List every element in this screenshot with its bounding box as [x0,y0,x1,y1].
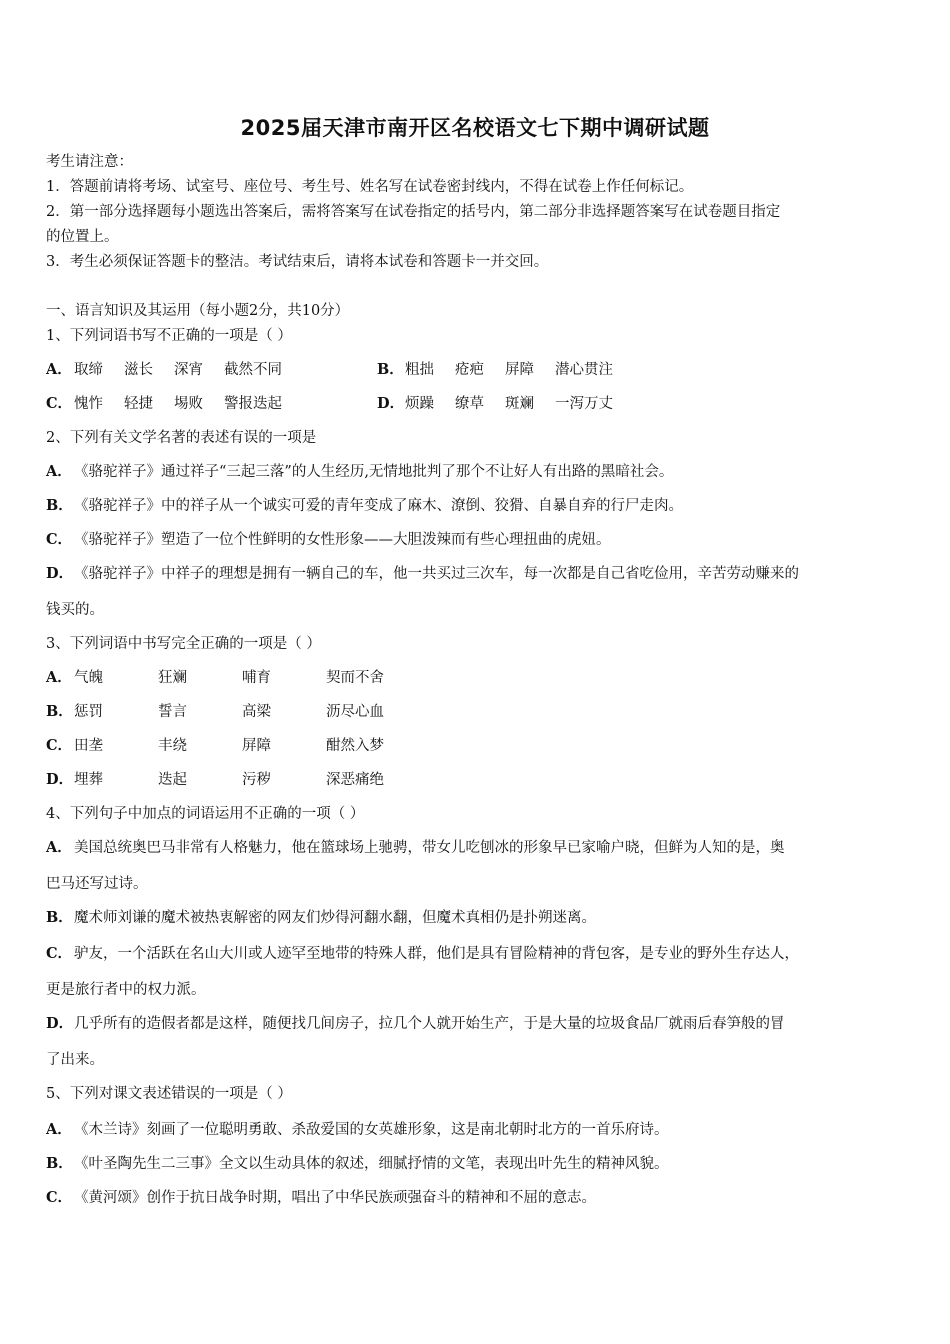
word: 丰绕 [158,738,187,754]
option-letter: A． [46,463,72,480]
q2-option-b [46,496,683,516]
notice-item-3: 3．考生必须保证答题卡的整洁。考试结束后，请将本试卷和答题卡一并交回。 [46,254,549,270]
word: 埸败 [174,396,203,412]
option-letter: C． [46,395,73,412]
option-text: 《黄河颂》创作于抗日战争时期，唱出了中华民族顽强奋斗的精神和不屈的意志。 [74,1190,596,1206]
q4-option-b [46,908,596,928]
word: 惩罚 [74,704,103,720]
word: 一泻万丈 [555,396,613,412]
word: 取缔 [74,362,103,378]
word: 屏障 [505,362,534,378]
option-letter: B． [377,361,404,378]
section-heading: 一、语言知识及其运用（每小题2分，共10分） [46,303,350,319]
option-text: 美国总统奥巴马非常有人格魅力，他在篮球场上驰骋，带女儿吃刨冰的形象早已家喻户晓，但鲜为人知的是，奥 [74,840,785,856]
word: 污秽 [242,772,271,788]
option-text: 几乎所有的造假者都是这样，随便找几间房子，拉几个人就开始生产，于是大量的垃圾食品厂就雨后春笋般的冒 [74,1016,785,1032]
q1-option-a [46,360,282,380]
q4-option-a-cont: 巴马还写过诗。 [46,876,148,892]
q2-option-d-cont: 钱买的。 [46,602,104,618]
q1-option-d [377,394,613,414]
option-letter: B． [46,1155,73,1172]
option-letter: D． [46,565,74,582]
q3-option-c [46,736,384,756]
option-text: 《木兰诗》刻画了一位聪明勇敢、杀敌爱国的女英雄形象，这是南北朝时北方的一首乐府诗。 [74,1122,669,1138]
word: 迭起 [158,772,187,788]
word: 屏障 [242,738,271,754]
notice-item-2: 2．第一部分选择题每小题选出答案后，需将答案写在试卷指定的括号内，第二部分非选择题答案写在试卷题目指定 [46,204,781,220]
word: 滋长 [124,362,153,378]
word: 誓言 [158,704,187,720]
word: 埋葬 [74,772,103,788]
q1-option-b [377,360,613,380]
word: 哺育 [242,670,271,686]
option-letter: C． [46,1189,73,1206]
q2-option-c [46,530,611,550]
option-text: 《骆驼祥子》中祥子的理想是拥有一辆自己的车，他一共买过三次车，每一次都是自己省吃俭用，辛苦劳动赚来的 [74,566,799,582]
option-text: 驴友，一个活跃在名山大川或人迹罕至地带的特殊人群，他们是具有冒险精神的背包客，是专业的野外生存达人， [74,946,799,962]
word: 高梁 [242,704,271,720]
q5-option-a [46,1120,669,1140]
option-text: 魔术师刘谦的魔术被热衷解密的网友们炒得河翻水翻，但魔术真相仍是扑朔迷离。 [74,910,596,926]
q4-option-c [46,944,799,964]
notice-item-2-cont: 的位置上。 [46,229,119,245]
word: 狂斓 [158,670,187,686]
option-letter: A． [46,839,72,856]
q1-stem: 1、下列词语书写不正确的一项是（ ） [46,328,292,344]
option-letter: C． [46,737,73,754]
q4-option-d [46,1014,785,1034]
q3-option-a [46,668,384,688]
q4-stem: 4、下列句子中加点的词语运用不正确的一项（ ） [46,806,365,822]
word: 截然不同 [224,362,282,378]
q2-option-d [46,564,799,584]
option-letter: D． [377,395,405,412]
notice-item-1: 1．答题前请将考场、试室号、座位号、考生号、姓名写在试卷密封线内，不得在试卷上作任何标记。 [46,179,694,195]
option-letter: B． [46,703,73,720]
word: 沥尽心血 [326,704,384,720]
word: 斑斓 [505,396,534,412]
word: 轻捷 [124,396,153,412]
option-letter: B． [46,497,73,514]
word: 深宵 [174,362,203,378]
option-letter: C． [46,945,73,962]
option-letter: D． [46,1015,74,1032]
q5-stem: 5、下列对课文表述错误的一项是（ ） [46,1086,292,1102]
option-letter: A． [46,361,72,378]
q3-option-d [46,770,384,790]
q5-option-b [46,1154,669,1174]
word: 深恶痛绝 [326,772,384,788]
word: 疮疤 [455,362,484,378]
word: 田垄 [74,738,103,754]
option-text: 《骆驼祥子》中的祥子从一个诚实可爱的青年变成了麻木、潦倒、狡猾、自暴自弃的行尸走肉。 [74,498,683,514]
q4-option-a [46,838,785,858]
word: 缭草 [455,396,484,412]
option-text: 《骆驼祥子》塑造了一位个性鲜明的女性形象——大胆泼辣而有些心理扭曲的虎妞。 [74,532,611,548]
q3-stem: 3、下列词语中书写完全正确的一项是（ ） [46,636,321,652]
q5-option-c [46,1188,596,1208]
page-title: 2025届天津市南开区名校语文七下期中调研试题 [240,116,710,140]
option-letter: C． [46,531,73,548]
option-letter: D． [46,771,74,788]
option-letter: A． [46,1121,72,1138]
q1-option-c [46,394,282,414]
word: 警报迭起 [224,396,282,412]
word: 契而不舍 [326,670,384,686]
word: 粗拙 [405,362,434,378]
option-text: 《骆驼祥子》通过祥子“三起三落”的人生经历,无情地批判了那个不让好人有出路的黑暗社会。 [74,464,674,480]
notice-heading: 考生请注意： [46,154,133,170]
word: 烦躁 [405,396,434,412]
q2-option-a [46,462,673,482]
q4-option-d-cont: 了出来。 [46,1052,104,1068]
word: 愧怍 [74,396,103,412]
word: 潜心贯注 [555,362,613,378]
q3-option-b [46,702,384,722]
q4-option-c-cont: 更是旅行者中的权力派。 [46,982,206,998]
option-letter: A． [46,669,72,686]
word: 气魄 [74,670,103,686]
word: 酣然入梦 [326,738,384,754]
q2-stem: 2、下列有关文学名著的表述有误的一项是 [46,430,317,446]
option-text: 《叶圣陶先生二三事》全文以生动具体的叙述，细腻抒情的文笔，表现出叶先生的精神风貌。 [74,1156,669,1172]
option-letter: B． [46,909,73,926]
